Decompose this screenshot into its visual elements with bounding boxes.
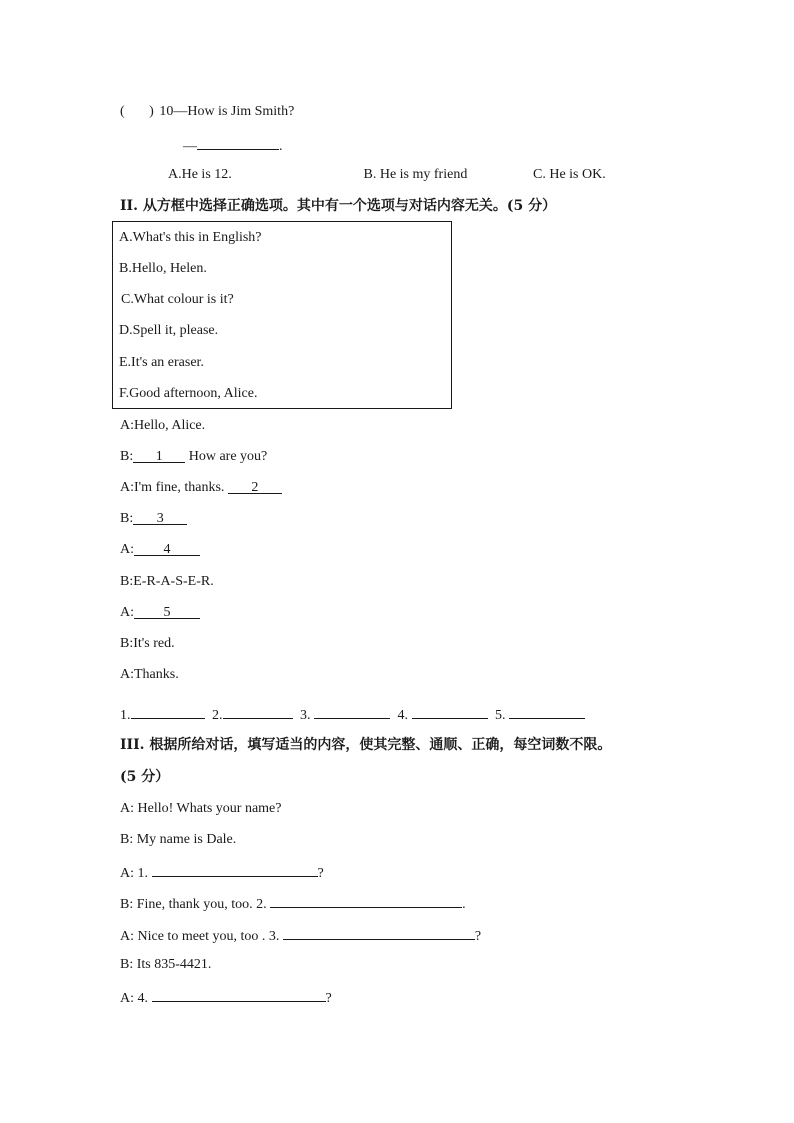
dialogue-line: B:It's red. <box>120 636 175 651</box>
fill-line: A: 4. ? <box>120 986 332 1009</box>
section-2-heading: II. 从方框中选择正确选项。其中有一个选项与对话内容无关。(5 分） <box>120 198 557 214</box>
section-3-score: (5 分） <box>120 769 170 785</box>
fill-blank-3[interactable] <box>283 924 475 940</box>
answer-blank-5[interactable] <box>509 703 585 719</box>
dialogue-blank-1[interactable]: 1 <box>133 447 185 463</box>
fill-line: A: 1. ? <box>120 861 324 884</box>
question-10-options <box>168 165 606 185</box>
box-option-c: C.What colour is it? <box>121 292 234 307</box>
dialogue-line: A: 5 <box>120 603 200 623</box>
option-a[interactable]: A.He is 12. <box>168 167 232 182</box>
fill-line: A: Nice to meet you, too . 3. ? <box>120 924 481 947</box>
dialogue-blank-4[interactable]: 4 <box>134 540 200 556</box>
dialogue-line: A: 4 <box>120 540 200 560</box>
option-b[interactable]: B. He is my friend <box>363 167 468 182</box>
box-option-b: B.Hello, Helen. <box>119 261 207 276</box>
question-10 <box>120 102 294 122</box>
fill-blank-1[interactable] <box>152 861 318 877</box>
dialogue-line: B: 3 <box>120 509 187 529</box>
dialogue-line: B:E-R-A-S-E-R. <box>120 574 214 589</box>
response-blank[interactable] <box>197 134 279 150</box>
dialogue-line: A:I'm fine, thanks. 2 <box>120 478 282 498</box>
response-dash: — <box>183 139 197 154</box>
option-c[interactable]: C. He is OK. <box>533 167 606 182</box>
answer-row: 1. 2. 3. 4. 5. <box>120 703 585 726</box>
fill-blank-4[interactable] <box>152 986 326 1002</box>
dialogue-line: A:Thanks. <box>120 667 179 682</box>
fill-line: B: My name is Dale. <box>120 832 237 847</box>
question-10-response: — . <box>183 134 283 157</box>
section-3-heading: III. 根据所给对话，填写适当的内容，使其完整、通顺、正确，每空词数不限。 <box>120 737 612 753</box>
fill-line: A: Hello! Whats your name? <box>120 801 282 816</box>
question-10-text: 10—How is Jim Smith? <box>159 104 295 119</box>
dialogue-line: B: 1 How are you? <box>120 449 268 464</box>
dialogue-blank-2[interactable]: 2 <box>228 478 282 494</box>
fill-line: B: Fine, thank you, too. 2. . <box>120 892 466 915</box>
fill-blank-2[interactable] <box>270 892 462 908</box>
dialogue-blank-3[interactable]: 3 <box>133 509 187 525</box>
box-option-e: E.It's an eraser. <box>119 355 204 370</box>
answer-blank-4[interactable] <box>412 703 488 719</box>
dialogue-line: A:Hello, Alice. <box>120 418 206 433</box>
box-option-d: D.Spell it, please. <box>119 323 219 338</box>
answer-blank-1[interactable] <box>131 703 205 719</box>
box-option-f: F.Good afternoon, Alice. <box>119 386 258 401</box>
answer-blank-3[interactable] <box>314 703 390 719</box>
answer-blank-2[interactable] <box>223 703 293 719</box>
dialogue-blank-5[interactable]: 5 <box>134 603 200 619</box>
fill-line: B: Its 835-4421. <box>120 957 212 972</box>
box-option-a: A.What's this in English? <box>119 230 262 245</box>
answer-paren: ( ) <box>120 104 154 119</box>
options-box <box>112 221 452 409</box>
